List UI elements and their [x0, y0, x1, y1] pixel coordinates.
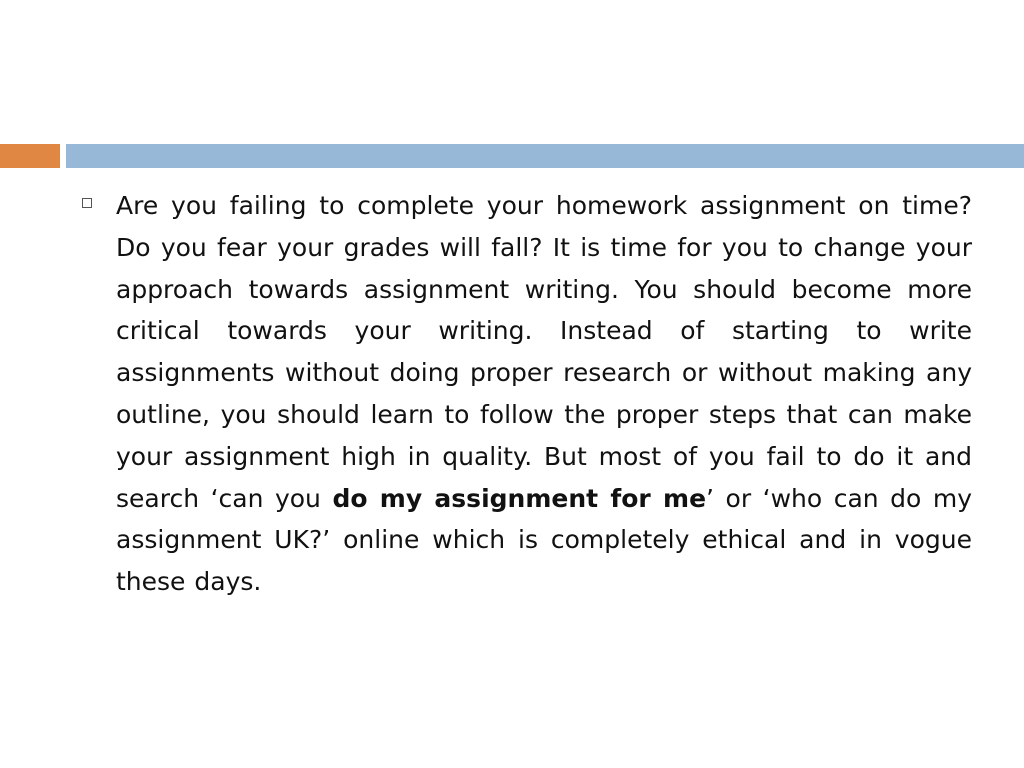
- bullet-item: [82, 185, 972, 603]
- accent-band: [0, 144, 60, 168]
- bullet-bold-phrase: do my assignment for me: [332, 483, 707, 513]
- bullet-text-after: ’ or ‘who can do my assignment UK?’ online which is completely ethical and in vogue these days.: [116, 483, 972, 597]
- bullet-text-before: Are you failing to complete your homework assignment on time? Do you fear your grades will fall? It is time for you to change your approach towards assignment writing. You should become more critical towards your writing. Instead of starting to write assignments without doing proper research or without making any outline, you should learn to follow the proper steps that can make your assignment high in quality. But most of you fail to do it and search ‘can you: [116, 191, 972, 513]
- header-band: [66, 144, 1024, 168]
- bullet-text: [116, 185, 972, 603]
- hollow-square-bullet-icon: [82, 198, 92, 208]
